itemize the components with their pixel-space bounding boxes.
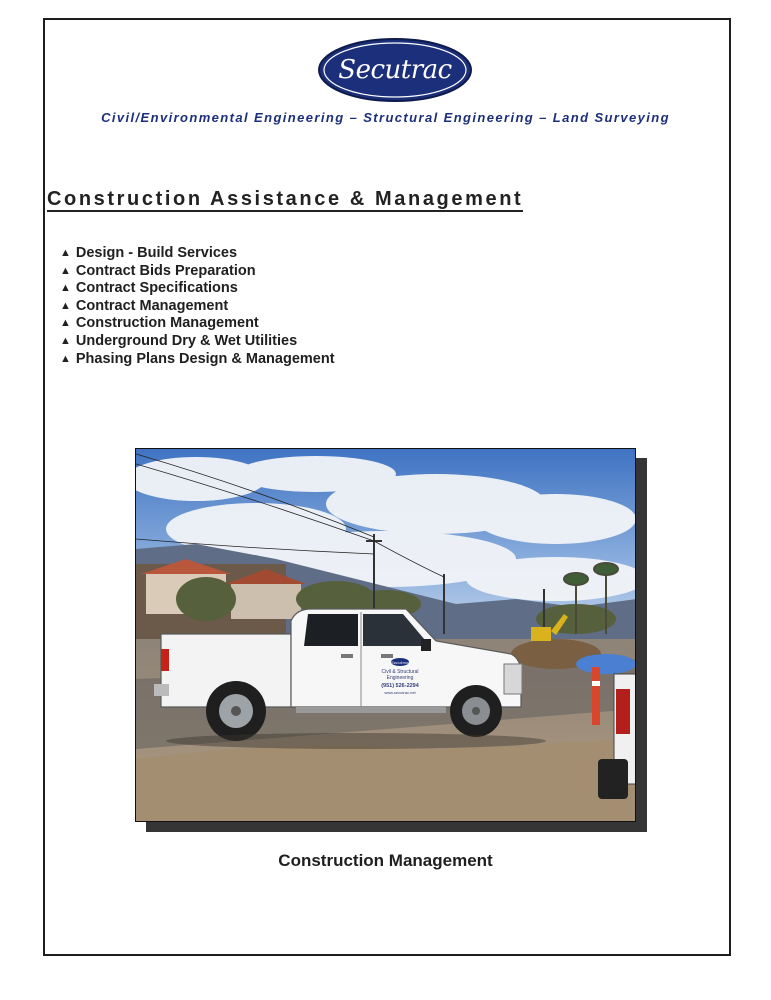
service-label: Underground Dry & Wet Utilities xyxy=(75,332,298,349)
truck-door-line-2: Engineering xyxy=(386,675,414,681)
service-label: Construction Management xyxy=(75,315,259,332)
service-label: Design - Build Services xyxy=(75,245,238,261)
list-item xyxy=(60,315,335,333)
service-label: Contract Management xyxy=(75,297,229,314)
list-item xyxy=(60,333,335,351)
truck-door-line-1: Civil & Structural xyxy=(381,669,419,675)
triangle-bullet-icon: ▲ xyxy=(60,317,71,330)
truck-door-logo: Secutrac xyxy=(390,660,410,665)
triangle-bullet-icon: ▲ xyxy=(60,352,71,365)
list-item xyxy=(60,298,335,316)
triangle-bullet-icon: ▲ xyxy=(60,299,71,312)
photo-caption: Construction Management xyxy=(278,851,493,870)
truck-web: www.secutrac.net xyxy=(384,690,416,695)
list-item xyxy=(60,280,335,298)
triangle-bullet-icon: ▲ xyxy=(60,247,71,259)
list-item xyxy=(60,351,335,369)
construction-site-photo xyxy=(135,448,636,822)
list-item xyxy=(60,245,335,263)
triangle-bullet-icon: ▲ xyxy=(60,334,71,347)
triangle-bullet-icon: ▲ xyxy=(60,264,71,277)
logo-text: Secutrac xyxy=(338,55,452,85)
service-label: Phasing Plans Design & Management xyxy=(75,350,335,367)
service-label: Contract Specifications xyxy=(75,280,238,297)
triangle-bullet-icon: ▲ xyxy=(60,282,71,295)
photo-illustration xyxy=(136,449,636,822)
tagline: Civil/Environmental Engineering – Structural Engineering – Land Surveying xyxy=(101,110,670,125)
services-list xyxy=(60,245,335,368)
list-item xyxy=(60,263,335,281)
section-heading: Construction Assistance & Management xyxy=(47,188,524,210)
company-logo xyxy=(317,37,473,103)
truck-phone: (951) 526-2294 xyxy=(381,683,419,689)
service-label: Contract Bids Preparation xyxy=(75,262,256,279)
